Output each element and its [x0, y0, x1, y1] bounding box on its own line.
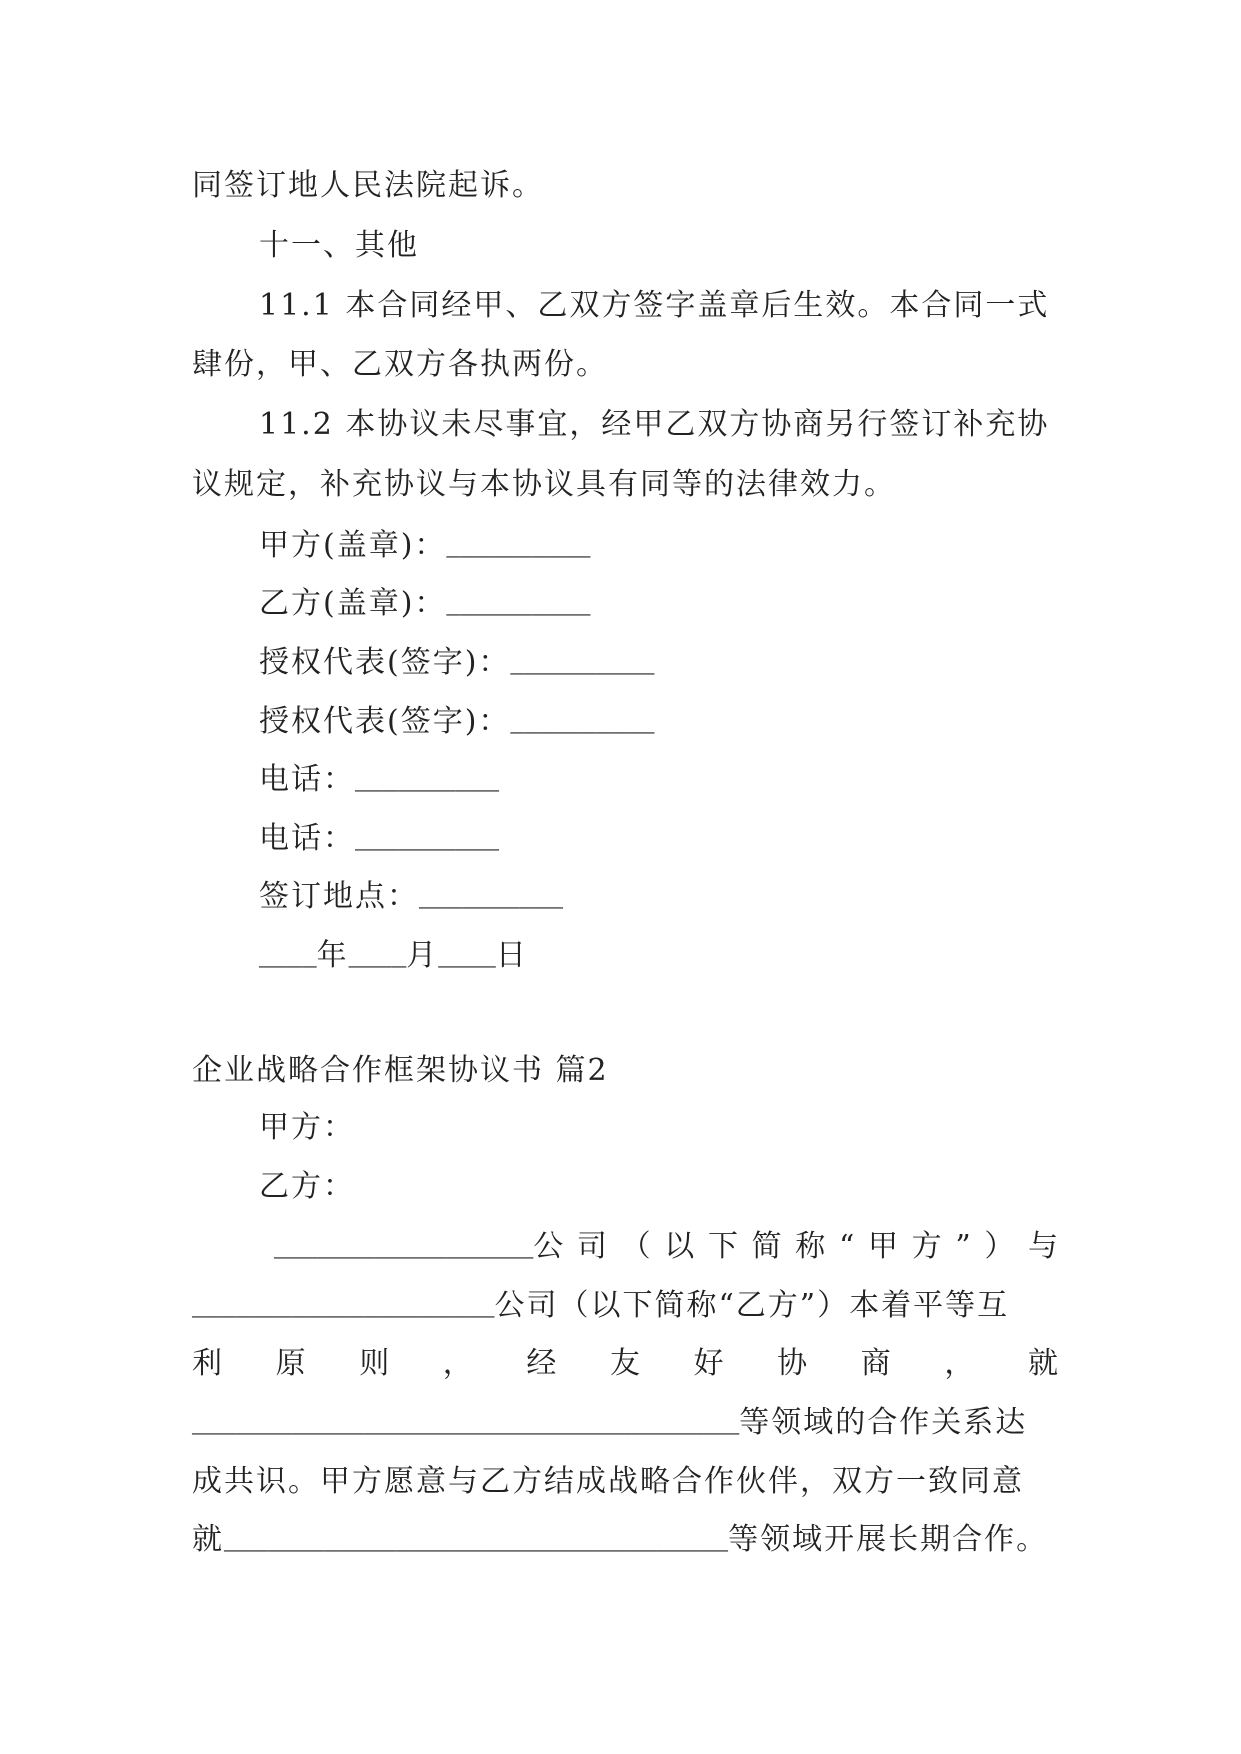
- clause-11-1-line1: 11.1 本合同经甲、乙双方签字盖章后生效。本合同一式: [259, 288, 1050, 323]
- signature-blank: __________: [355, 770, 500, 797]
- section-title-others: 十一、其他: [259, 228, 419, 263]
- justified-char: 下: [707, 1229, 740, 1264]
- clause-11-2-line2: 议规定，补充协议与本协议具有同等的法律效力。: [192, 467, 896, 502]
- signature-label: 授权代表(签字)：: [259, 704, 511, 739]
- date-year-label: 年: [316, 938, 349, 973]
- signature-blank: __________: [446, 536, 591, 563]
- signature-party-b-seal: [259, 584, 590, 624]
- signature-label: 乙方(盖章)：: [259, 586, 447, 621]
- field-blank-2: ___________________________________: [224, 1530, 729, 1557]
- signature-label: 电话：: [259, 821, 355, 856]
- intro-line-2: [192, 1286, 1009, 1326]
- justified-char: 好: [693, 1346, 726, 1381]
- continued-text-line: 同签订地人民法院起诉。: [192, 168, 544, 203]
- date-year-blank: ____: [259, 946, 317, 973]
- date-day-label: 日: [495, 938, 528, 973]
- company-a-blank: __________________: [274, 1237, 534, 1264]
- field-blank-1: ______________________________________: [192, 1413, 740, 1440]
- intro-line-3: [192, 1344, 1060, 1384]
- signature-phone-1: [259, 760, 499, 800]
- party-b-label: 乙方：: [259, 1169, 355, 1204]
- justified-char: 商: [860, 1346, 893, 1381]
- intro-line-5: 成共识。甲方愿意与乙方结成战略合作伙伴，双方一致同意: [192, 1464, 1024, 1499]
- justified-char: 就: [1027, 1346, 1060, 1381]
- signature-blank: __________: [419, 887, 564, 914]
- signature-label: 签订地点：: [259, 879, 419, 914]
- signature-label: 电话：: [259, 762, 355, 797]
- intro-line-6-text: 等领域开展长期合作。: [728, 1522, 1049, 1557]
- intro-line-4-text: 等领域的合作关系达: [739, 1405, 1028, 1440]
- company-b-blank: _____________________: [192, 1296, 495, 1323]
- justified-char: 原: [275, 1346, 308, 1381]
- signature-blank: __________: [446, 594, 591, 621]
- justified-char: 简: [751, 1229, 784, 1264]
- intro-line-4: [192, 1403, 1027, 1443]
- justified-char: 与: [1028, 1229, 1060, 1264]
- signature-blank: __________: [510, 712, 655, 739]
- signature-party-a-seal: [259, 526, 590, 566]
- intro-line-1: [274, 1227, 1060, 1267]
- date-day-blank: ____: [438, 946, 496, 973]
- signature-authorized-rep-2: [259, 702, 654, 742]
- justified-char: 友: [609, 1346, 642, 1381]
- signature-location: [259, 877, 563, 917]
- date-month-blank: ____: [348, 946, 407, 973]
- intro-line-6-prefix: 就: [192, 1522, 224, 1557]
- clause-11-1-line2: 肆份，甲、乙双方各执两份。: [192, 347, 608, 382]
- signature-blank: __________: [510, 653, 655, 680]
- justified-char: 则: [359, 1346, 392, 1381]
- signature-date: [259, 936, 528, 976]
- justified-char: ”: [955, 1229, 973, 1264]
- justified-char: 司: [576, 1229, 609, 1264]
- signature-authorized-rep-1: [259, 643, 654, 683]
- signature-blank: __________: [355, 829, 500, 856]
- date-month-label: 月: [406, 938, 439, 973]
- justified-char: 利: [192, 1346, 224, 1381]
- justified-char: 称: [795, 1229, 828, 1264]
- signature-label: 授权代表(签字)：: [259, 645, 511, 680]
- justified-char: ）: [984, 1229, 1017, 1264]
- justified-char: 经: [526, 1346, 559, 1381]
- justified-char: 公: [533, 1229, 566, 1264]
- clause-11-2-line1: 11.2 本协议未尽事宜，经甲乙双方协商另行签订补充协: [259, 407, 1050, 442]
- intro-line-6: [192, 1520, 1048, 1560]
- signature-label: 甲方(盖章)：: [259, 528, 447, 563]
- justified-char: 甲: [867, 1229, 900, 1264]
- party-a-label: 甲方：: [259, 1110, 355, 1145]
- justified-char: 协: [777, 1346, 810, 1381]
- justified-char: 方: [911, 1229, 944, 1264]
- signature-phone-2: [259, 819, 499, 859]
- justified-char: 以: [664, 1229, 697, 1264]
- justified-char: ，: [442, 1346, 475, 1381]
- intro-line-1-text: [533, 1227, 1060, 1267]
- justified-char: （: [620, 1229, 653, 1264]
- justified-char: “: [838, 1229, 857, 1264]
- justified-char: ，: [944, 1346, 977, 1381]
- article-title: 企业战略合作框架协议书 篇2: [192, 1053, 609, 1088]
- intro-line-2-text: 公司（以下简称“乙方”）本着平等互: [494, 1288, 1010, 1323]
